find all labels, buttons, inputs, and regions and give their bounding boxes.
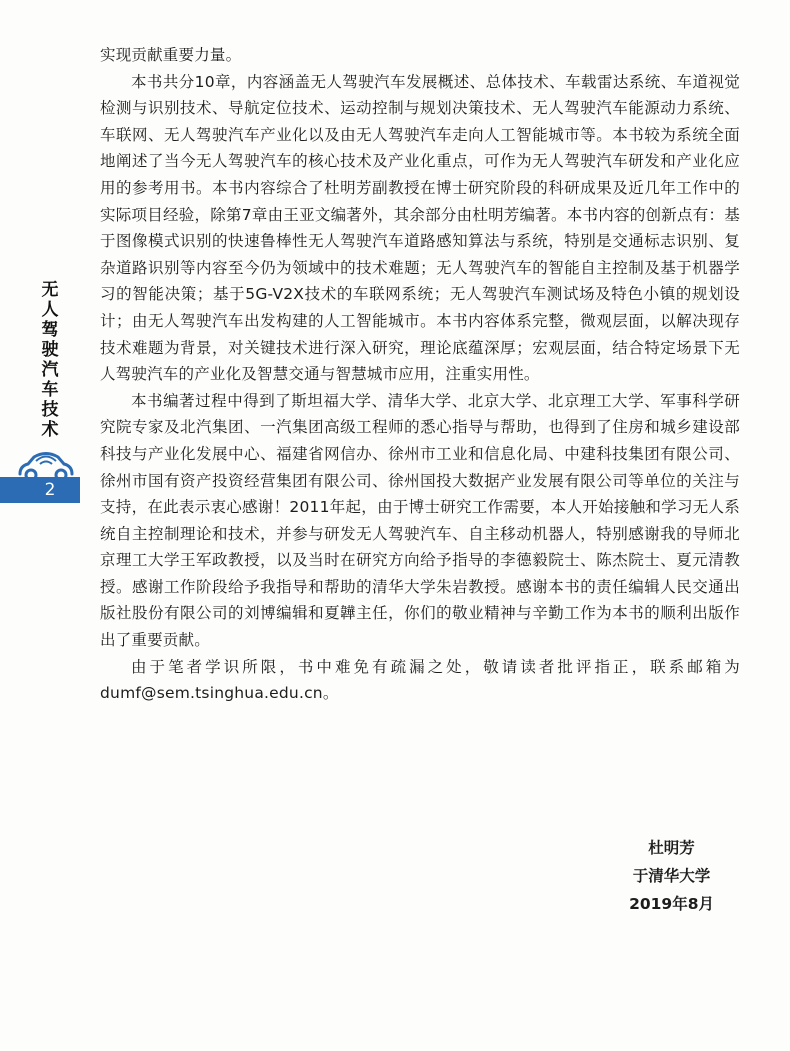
book-title-char: 驾 xyxy=(41,320,59,340)
book-title-char: 驶 xyxy=(41,340,59,360)
preface-body xyxy=(100,42,740,707)
paragraph: 本书共分10章，内容涵盖无人驾驶汽车发展概述、总体技术、车载雷达系统、车道视觉检测与识别技术、导航定位技术、运动控制与规划决策技术、无人驾驶汽车能源动力系统、车联网、无人驾驶汽车产业化以及由无人驾驶汽车走向人工智能城市等。本书较为系统全面地阐述了当今无人驾驶汽车的核心技术及产业化重点，可作为无人驾驶汽车研发和产业化应用的参考用书。本书内容综合了杜明芳副教授在博士研究阶段的科研成果及近几年工作中的实际项目经验，除第7章由王亚文编著外，其余部分由杜明芳编著。本书内容的创新点有：基于图像模式识别的快速鲁棒性无人驾驶汽车道路感知算法与系统，特别是交通标志识别、复杂道路识别等内容至今仍为领域中的技术难题；无人驾驶汽车的智能自主控制及基于机器学习的智能决策；基于5G-V2X技术的车联网系统；无人驾驶汽车测试场及特色小镇的规划设计；由无人驾驶汽车出发构建的人工智能城市。本书内容体系完整，微观层面，以解决现存技术难题为背景，对关键技术进行深入研究，理论底蕴深厚；宏观层面，结合特定场景下无人驾驶汽车的产业化及智慧交通与智慧城市应用，注重实用性。 xyxy=(100,72,740,384)
page-number: 2 xyxy=(44,480,56,500)
book-title-char: 术 xyxy=(41,420,59,440)
author-affiliation: 于清华大学 xyxy=(632,867,711,885)
author-name: 杜明芳 xyxy=(648,839,695,857)
book-title-char: 无 xyxy=(41,280,59,300)
book-title-char: 人 xyxy=(41,300,59,320)
book-title-char: 车 xyxy=(41,380,59,400)
paragraph: 本书编著过程中得到了斯坦福大学、清华大学、北京大学、北京理工大学、军事科学研究院专家及北汽集团、一汽集团高级工程师的悉心指导与帮助，也得到了住房和城乡建设部科技与产业化发展中心、福建省网信办、徐州市工业和信息化局、中建科技集团有限公司、徐州市国有资产投资经营集团有限公司、徐州国投大数据产业发展有限公司等单位的关注与支持，在此表示衷心感谢！2011年起，由于博士研究工作需要，本人开始接触和学习无人系统自主控制理论和技术，并参与研发无人驾驶汽车、自主移动机器人，特别感谢我的导师北京理工大学王军政教授，以及当时在研究方向给予指导的李德毅院士、陈杰院士、夏元清教授。感谢工作阶段给予我指导和帮助的清华大学朱岩教授。感谢本书的责任编辑人民交通出版社股份有限公司的刘博编辑和夏韡主任，你们的敬业精神与辛勤工作为本书的顺利出版作出了重要贡献。 xyxy=(100,391,740,650)
book-title-char: 汽 xyxy=(41,360,59,380)
book-title-char: 技 xyxy=(41,400,59,420)
book-title-vertical xyxy=(36,280,64,440)
signature-block xyxy=(629,834,714,918)
signature-date: 2019年8月 xyxy=(629,895,714,913)
paragraph: 由于笔者学识所限，书中难免有疏漏之处，敬请读者批评指正，联系邮箱为dumf@sem.tsinghua.edu.cn。 xyxy=(100,657,740,703)
continuation-line: 实现贡献重要力量。 xyxy=(100,46,242,64)
